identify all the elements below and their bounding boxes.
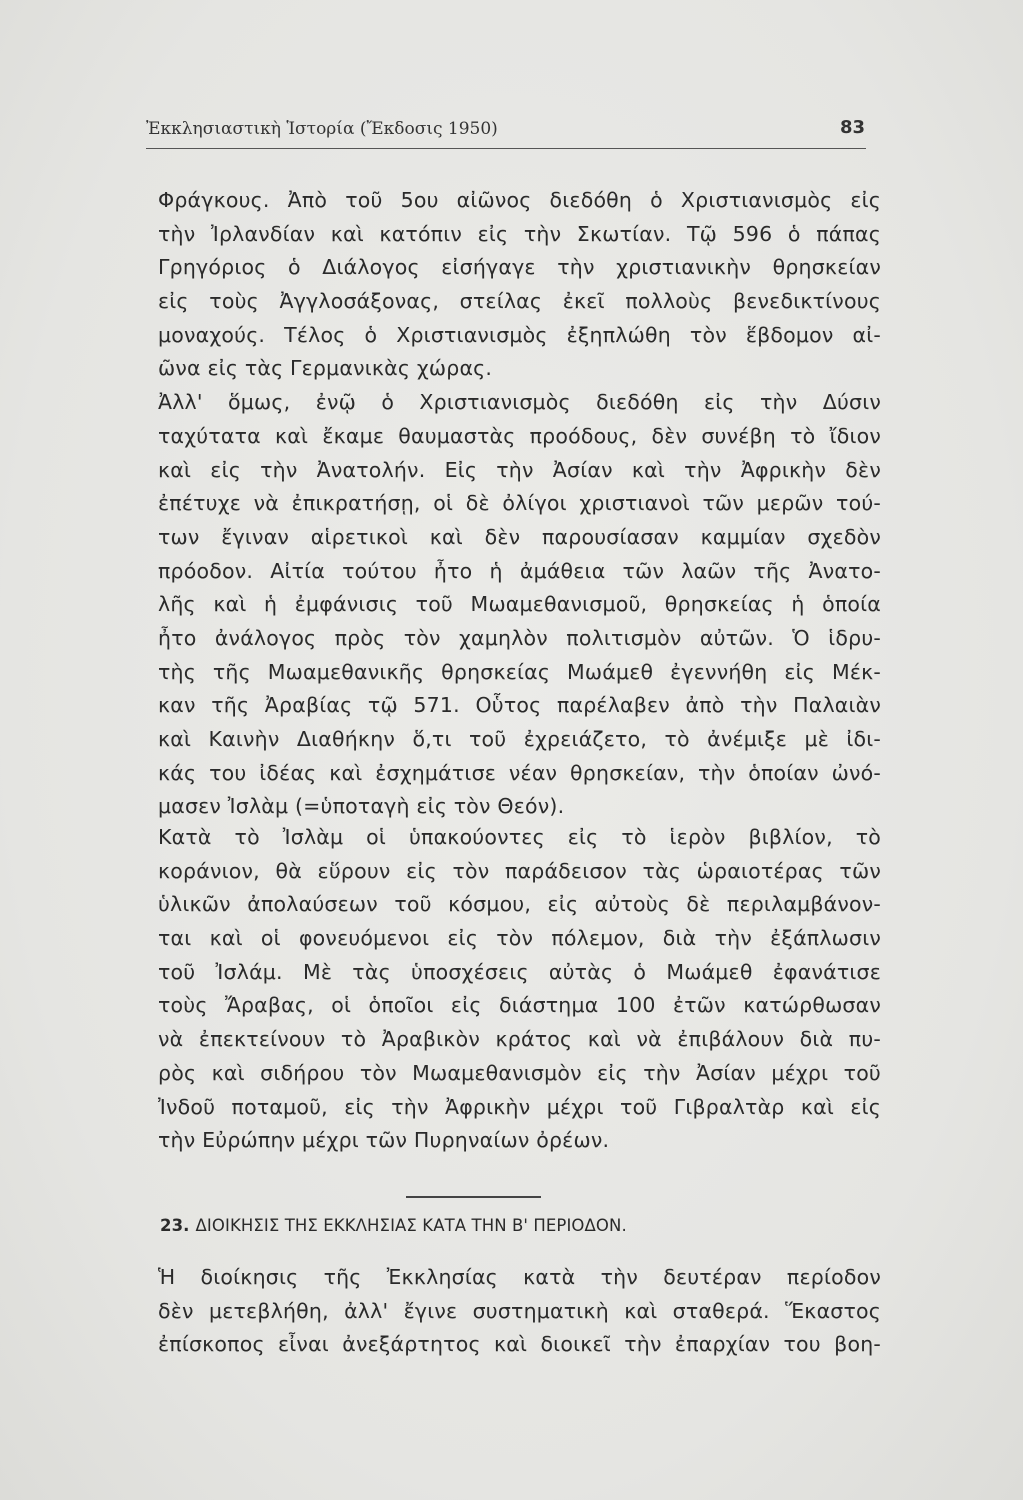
text-line: ῶνα εἰς τὰς Γερμανικὰς χώρας. xyxy=(158,356,493,381)
paragraph-1 xyxy=(158,184,881,824)
text-line: Φράγκους. Ἀπὸ τοῦ 5ου αἰῶνος διεδόθη ὁ Χριστιανισμὸς εἰς xyxy=(158,188,881,212)
text-line: ὑλικῶν ἀπολαύσεων τοῦ κόσμου, εἰς αὐτοὺς δὲ περιλαμβάνον- xyxy=(158,892,881,917)
text-line: καὶ Καινὴν Διαθήκην ὅ,τι τοῦ ἐχρειάζετο, τὸ ἀνέμιξε μὲ ἰδι- xyxy=(158,727,881,751)
text-line: νὰ ἐπεκτείνουν τὸ Ἀραβικὸν κράτος καὶ νὰ ἐπιβάλουν διὰ πυ- xyxy=(158,1027,881,1052)
text-line: ταχύτατα καὶ ἔκαμε θαυμαστὰς προόδους, δὲν συνέβη τὸ ἴδιον xyxy=(158,423,881,448)
text-line: ἐπέτυχε νὰ ἐπικρατήσῃ, οἱ δὲ ὀλίγοι χριστιανοὶ τῶν μερῶν τού- xyxy=(158,491,881,516)
text-line: ται καὶ οἱ φονευόμενοι εἰς τὸν πόλεμον, διὰ τὴν ἐξάπλωσιν xyxy=(158,926,881,951)
text-line: τοὺς Ἄραβας, οἱ ὁποῖοι εἰς διάστημα 100 ἐτῶν κατώρθωσαν xyxy=(158,993,881,1018)
text-line: Ἡ διοίκησις τῆς Ἐκκλησίας κατὰ τὴν δευτέραν περίοδον xyxy=(158,1265,881,1289)
text-line: ρὸς καὶ σιδήρου τὸν Μωαμεθανισμὸν εἰς τὴν Ἀσίαν μέχρι τοῦ xyxy=(158,1060,881,1085)
text-line: τοῦ Ἰσλάμ. Μὲ τὰς ὑποσχέσεις αὐτὰς ὁ Μωάμεθ ἐφανάτισε xyxy=(158,959,881,984)
section-number: 23. xyxy=(160,1216,190,1235)
text-line: ἐπίσκοπος εἶναι ἀνεξάρτητος καὶ διοικεῖ τὴν ἐπαρχίαν του βοη- xyxy=(158,1332,881,1357)
page-number: 83 xyxy=(839,117,865,138)
text-line: τὴν Ἰρλανδίαν καὶ κατόπιν εἰς τὴν Σκωτίαν. Τῷ 596 ὁ πάπας xyxy=(158,221,881,246)
text-line: εἰς τοὺς Ἀγγλοσάξονας, στείλας ἐκεῖ πολλοὺς βενεδικτίνους xyxy=(158,289,881,314)
text-line: ἦτο ἀνάλογος πρὸς τὸν χαμηλὸν πολιτισμὸν αὐτῶν. Ὁ ἱδρυ- xyxy=(158,625,881,650)
text-line: Ἰνδοῦ ποταμοῦ, εἰς τὴν Ἀφρικὴν μέχρι τοῦ Γιβραλτὰρ καὶ εἰς xyxy=(158,1094,881,1119)
text-line: των ἔγιναν αἱρετικοὶ καὶ δὲν παρουσίασαν καμμίαν σχεδὸν xyxy=(158,524,881,549)
text-line: καὶ εἰς τὴν Ἀνατολήν. Εἰς τὴν Ἀσίαν καὶ τὴν Ἀφρικὴν δὲν xyxy=(158,457,881,482)
running-header xyxy=(146,117,869,145)
text-line: κάς του ἰδέας καὶ ἐσχημάτισε νέαν θρησκείαν, τὴν ὁποίαν ὠνό- xyxy=(158,760,881,785)
header-rule xyxy=(146,148,866,149)
section-title: ΔΙΟΙΚΗΣΙΣ ΤΗΣ ΕΚΚΛΗΣΙΑΣ ΚΑΤΑ ΤΗΝ Β' ΠΕΡΙΟΔΟΝ. xyxy=(195,1216,627,1235)
section-heading xyxy=(160,1209,627,1243)
section-divider xyxy=(406,1196,541,1198)
text-line: δὲν μετεβλήθη, ἀλλ' ἔγινε συστηματικὴ καὶ σταθερά. Ἕκαστος xyxy=(158,1298,881,1323)
text-line: τὴν Εὐρώπην μέχρι τῶν Πυρηναίων ὀρέων. xyxy=(158,1128,610,1153)
text-line: Γρηγόριος ὁ Διάλογος εἰσήγαγε τὴν χριστιανικὴν θρησκείαν xyxy=(158,255,881,280)
text-line: Ἀλλ' ὅμως, ἐνῷ ὁ Χριστιανισμὸς διεδόθη εἰς τὴν Δύσιν xyxy=(158,390,881,415)
text-line: Κατὰ τὸ Ἰσλὰμ οἱ ὑπακούοντες εἰς τὸ ἱερὸν βιβλίον, τὸ xyxy=(158,825,881,849)
text-line: μασεν Ἰσλὰμ (=ὑποταγὴ εἰς τὸν Θεόν). xyxy=(158,794,565,819)
text-line: μοναχούς. Τέλος ὁ Χριστιανισμὸς ἐξηπλώθη τὸν ἕβδομον αἰ- xyxy=(158,322,881,347)
text-line: τὴς τῆς Μωαμεθανικῆς θρησκείας Μωάμεθ ἐγεννήθη εἰς Μέκ- xyxy=(158,659,881,684)
header-title: Ἐκκλησιαστικὴ Ἱστορία (Ἔκδοσις 1950) xyxy=(146,119,498,139)
paragraph-2 xyxy=(158,821,881,1158)
text-line: κοράνιον, θὰ εὕρουν εἰς τὸν παράδεισον τὰς ὡραιοτέρας τῶν xyxy=(158,858,881,883)
paragraph-3 xyxy=(158,1261,881,1362)
text-line: καν τῆς Ἀραβίας τῷ 571. Οὗτος παρέλαβεν ἀπὸ τὴν Παλαιὰν xyxy=(158,693,881,718)
text-line: πρόοδον. Αἰτία τούτου ἦτο ἡ ἀμάθεια τῶν λαῶν τῆς Ἀνατο- xyxy=(158,558,881,583)
text-line: λῆς καὶ ἡ ἐμφάνισις τοῦ Μωαμεθανισμοῦ, θρησκείας ἡ ὁποία xyxy=(158,592,881,617)
